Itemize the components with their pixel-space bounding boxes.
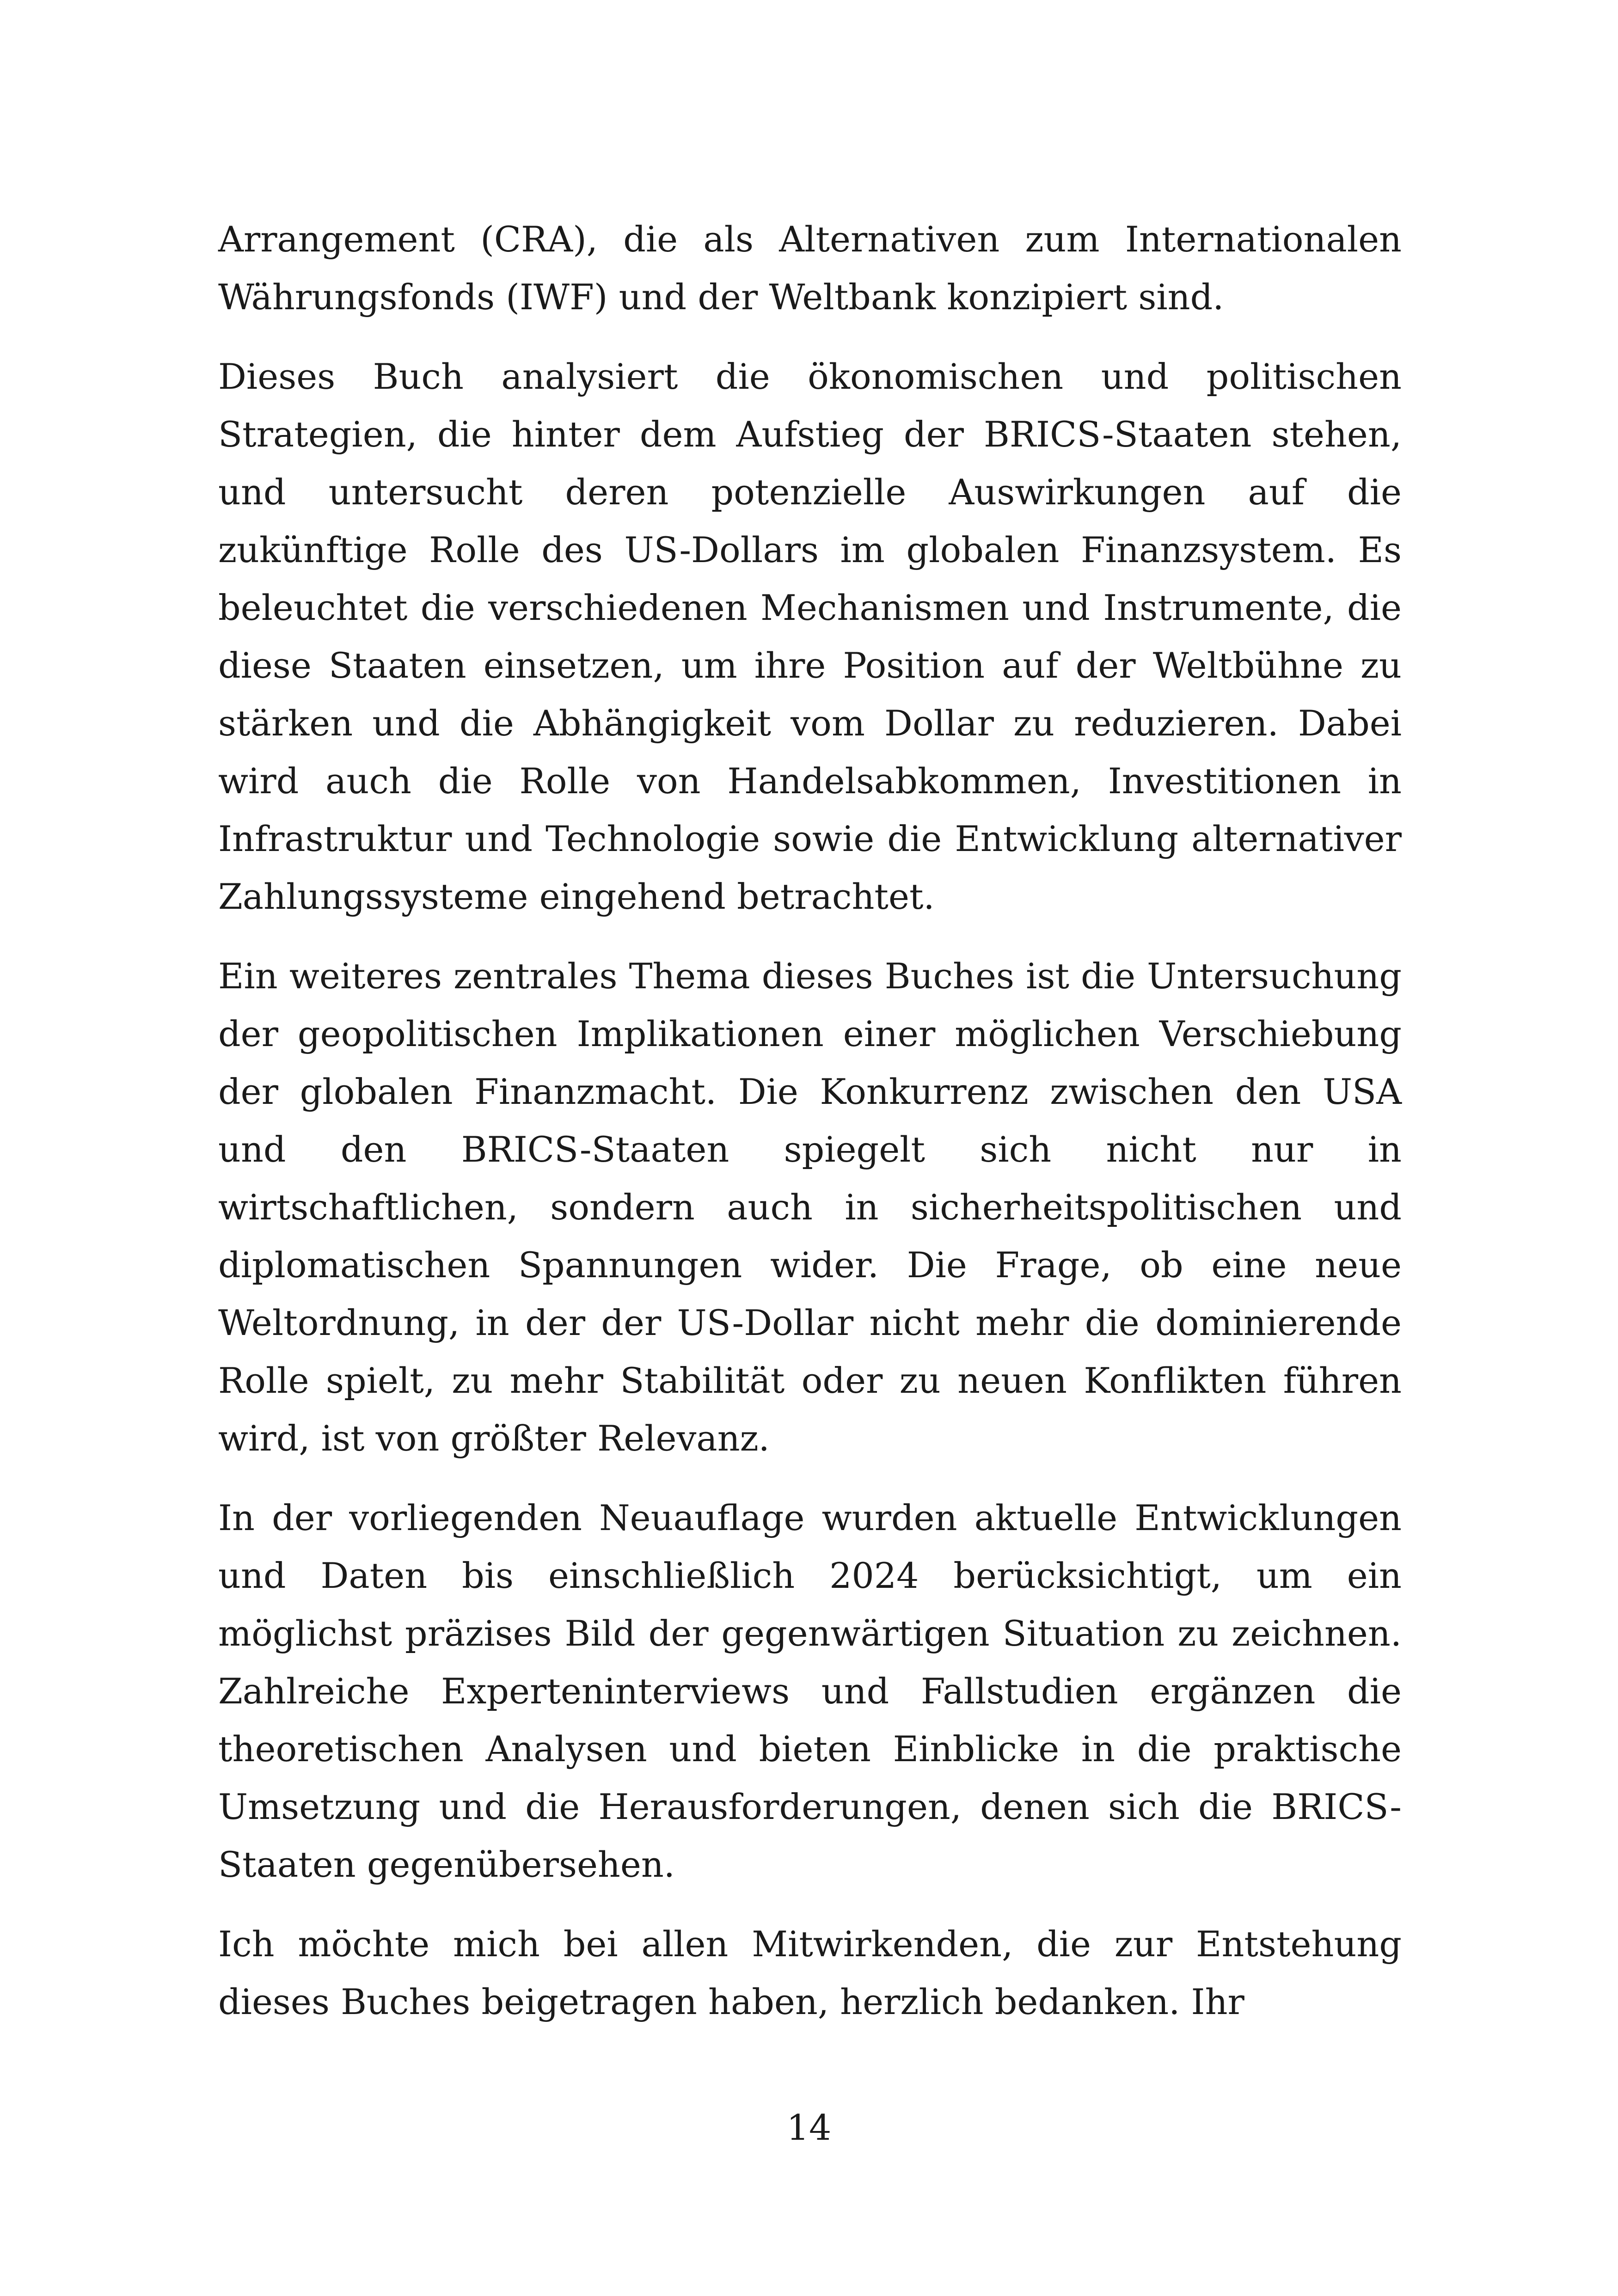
paragraph-4: In der vorliegenden Neuauflage wurden aktuelle Entwicklungen und Daten bis einschließlich 2024 berücksichtigt, um ein möglichst präzises Bild der gegenwärtigen Situation zu zeichnen. Zahlreiche Experteninterviews und Fallstudien ergänzen die theoretischen Analysen und bieten Einblicke in die praktische Umsetzung und die Herausforderungen, denen sich die BRICS-Staaten gegenübersehen. — [218, 1497, 1402, 1885]
body-text — [218, 210, 1402, 2052]
paragraph-3: Ein weiteres zentrales Thema dieses Buches ist die Untersuchung der geopolitischen Implikationen einer möglichen Verschiebung der globalen Finanzmacht. Die Konkurrenz zwischen den USA und den BRICS-Staaten spiegelt sich nicht nur in wirtschaftlichen, sondern auch in sicherheitspolitischen und diplomatischen Spannungen wider. Die Frage, ob eine neue Weltordnung, in der der US-Dollar nicht mehr die dominierende Rolle spielt, zu mehr Stabilität oder zu neuen Konflikten führen wird, ist von größter Relevanz. — [218, 955, 1402, 1459]
paragraph-5: Ich möchte mich bei allen Mitwirkenden, die zur Entstehung dieses Buches beigetragen haben, herzlich bedanken. Ihr — [218, 1923, 1402, 2022]
paragraph-2: Dieses Buch analysiert die ökonomischen und politischen Strategien, die hinter dem Aufstieg der BRICS-Staaten stehen, und untersucht deren potenzielle Auswirkungen auf die zukünftige Rolle des US-Dollars im globalen Finanzsystem. Es beleuchtet die verschiedenen Mechanismen und Instrumente, die diese Staaten einsetzen, um ihre Position auf der Weltbühne zu stärken und die Abhängigkeit vom Dollar zu reduzieren. Dabei wird auch die Rolle von Handelsabkommen, Investitionen in Infrastruktur und Technologie sowie die Entwicklung alternativer Zahlungssysteme eingehend betrachtet. — [218, 356, 1402, 917]
paragraph-1: Arrangement (CRA), die als Alternativen zum Internationalen Währungsfonds (IWF) und der Weltbank konzipiert sind. — [218, 219, 1402, 318]
page-number: 14 — [786, 2107, 832, 2148]
